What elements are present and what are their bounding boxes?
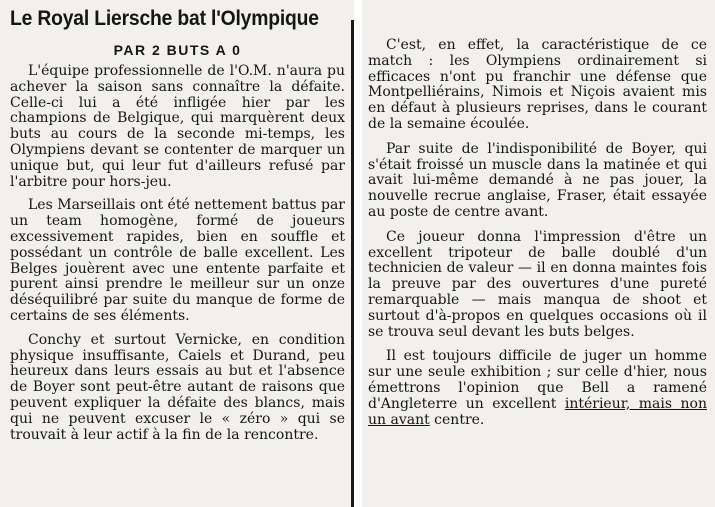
paragraph-left-3: Conchy et surtout Vernicke, en condition physique insuffisante, Caiels et Durand, peu heureux dans leurs essais au but et l'absence de Boyer sont peut-être autant de raisons que peuvent expliquer la défaite des blancs, mais qui ne peuvent excuser le « zéro » qui se trouvait à leur actif à la fin de la rencontre.	[10, 331, 345, 443]
paragraph-right-3: Ce joueur donna l'impression d'être un excellent tripoteur de balle doublé d'un technicien de valeur — il en donna maintes fois la preuve par des ouvertures d'une pureté remarquable — mais manqua de shoot et surtout d'à-propos en quelques occasions où il se trouva seul devant les buts belges.	[368, 228, 707, 340]
paragraph-right-2: Par suite de l'indisponibilité de Boyer, qui s'était froissé un muscle dans la matinée et qui avait lui-même demandé à ne pas jouer, la nouvelle recrue anglaise, Fraser, était essayée au poste de centre avant.	[368, 140, 707, 220]
paragraph-right-4	[368, 349, 707, 428]
article-subheadline: PAR 2 BUTS A 0	[113, 42, 242, 58]
right-column	[362, 0, 715, 507]
left-column	[0, 0, 351, 507]
paragraph-right-4-tail: centre.	[429, 411, 485, 428]
paragraph-left-1: L'équipe professionnelle de l'O.M. n'aura pu achever la saison sans connaître la défaite. Celle-ci lui a été infligée hier par les champions de Belgique, qui marquèrent deux buts au cours de la seconde mi-temps, les Olympiens devant se contenter de marquer un unique but, qui leur fut d'ailleurs refusé par l'arbitre pour hors-jeu.	[10, 63, 345, 190]
paragraph-right-4-lead: Il est toujours difficile de juger un homme sur une seule exhibition ; sur celle d'hier, nous émettrons l'opinion que Bell a ramené d'Angleterre un excellent	[368, 348, 707, 412]
clipping-gap	[354, 0, 362, 507]
paragraph-left-2: Les Marseillais ont été nettement battus par un team homogène, formé de joueurs excessivement rapides, bien en souffle et possédant un contrôle de balle excellent. Les Belges jouèrent avec une entente parfaite et purent ainsi prendre le meilleur sur un onze déséquilibré par suite du manque de forme de certains de ses éléments.	[10, 197, 345, 324]
article-headline: Le Royal Liersche bat l'Olympique	[10, 7, 319, 30]
paragraph-right-1: C'est, en effet, la caractéristique de ce match : les Olympiens ordinairement si efficaces n'ont pu franchir une défense que Montpelliérains, Nimois et Niçois avaient mis en défaut à plusieurs reprises, dans le courant de la semaine écoulée.	[368, 37, 707, 132]
paragraph-right-4-underlined: intérieur, mais non un avant	[368, 395, 707, 428]
